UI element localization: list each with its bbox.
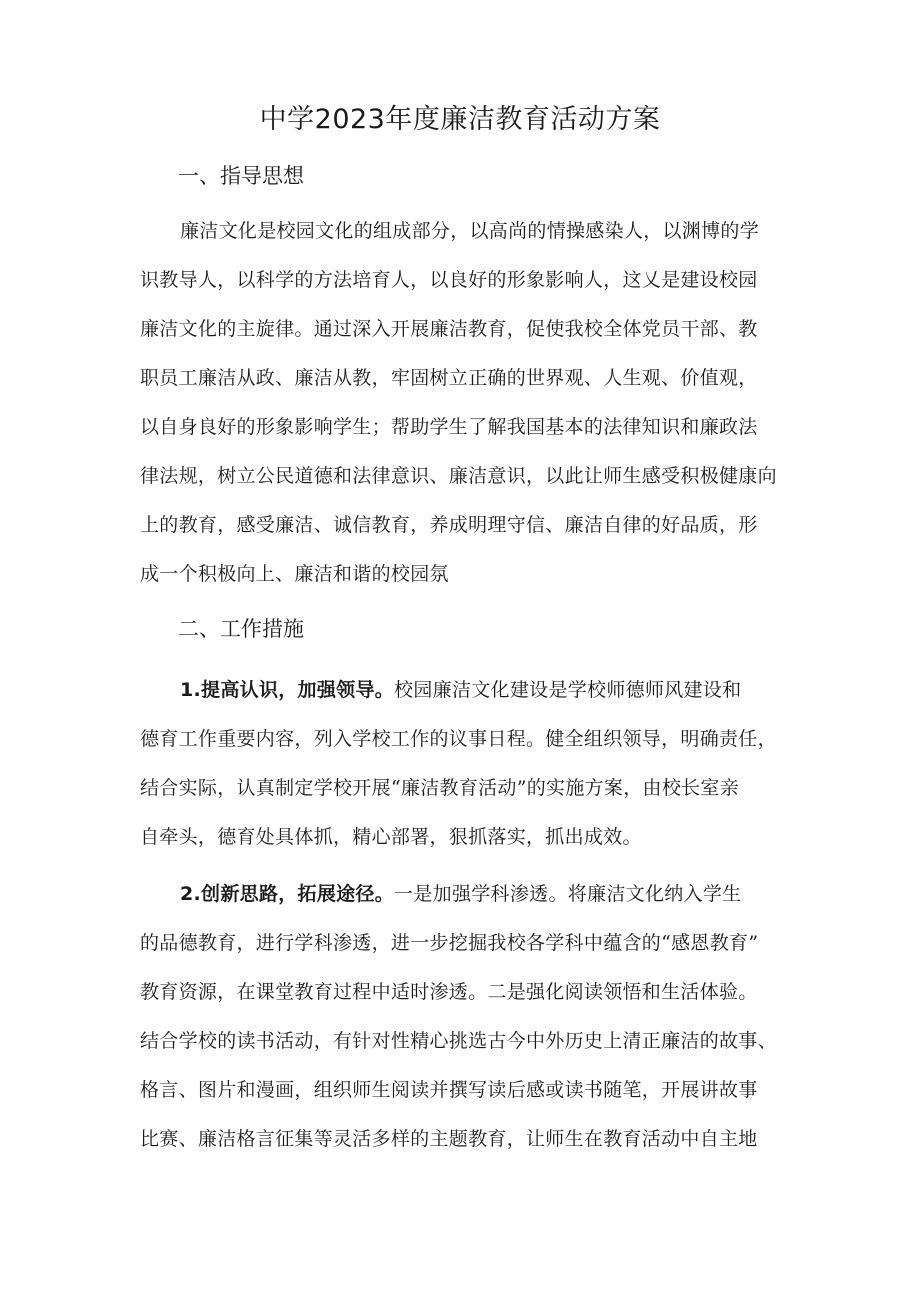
- paragraph-line: 格言、图片和漫画，组织师生阅读并撰写读后感或读书随笔，开展讲故事: [140, 1079, 758, 1101]
- paragraph-line: 以自身良好的形象影响学生；帮助学生了解我国基本的法律知识和廉政法: [140, 416, 758, 438]
- paragraph-line: 上的教育，感受廉洁、诚信教育，养成明理守信、廉洁自律的好品质，形: [140, 514, 758, 536]
- paragraph-line: 廉洁文化是校园文化的组成部分，以高尚的情操感染人，以渊博的学: [180, 220, 760, 242]
- paragraph-line: 结合学校的读书活动，有针对性精心挑选古今中外历史上清正廉洁的故事、: [140, 1030, 777, 1052]
- paragraph-line: 成一个积极向上、廉洁和谐的校园氛: [140, 563, 449, 585]
- paragraph-line: 德育工作重要内容，列入学校工作的议事日程。健全组织领导，明确责任，: [140, 728, 777, 750]
- paragraph-line: 廉洁文化的主旋律。通过深入开展廉洁教育，促使我校全体党员干部、教: [140, 318, 758, 340]
- paragraph-line: 比赛、廉洁格言征集等灵活多样的主题教育，让师生在教育活动中自主地: [140, 1128, 758, 1150]
- paragraph-line: 自牵头，德育处具体抓，精心部署，狠抓落实，抓出成效。: [140, 826, 642, 848]
- document-title: 中学2023年度廉洁教育活动方案: [259, 104, 661, 135]
- section-heading-work-measures: 二、工作措施: [178, 617, 304, 641]
- paragraph-line: 的品德教育，进行学科渗透，进一步挖掘我校各学科中蕴含的“感恩教育”: [140, 932, 759, 954]
- paragraph-line: 职员工廉洁从政、廉洁从教，牢固树立正确的世界观、人生观、价值观，: [140, 367, 758, 389]
- paragraph-item-1: [140, 666, 794, 862]
- item-2-first-line: 一是加强学科渗透。将廉洁文化纳入学生: [394, 883, 742, 905]
- item-1-lead: 1.提高认识，加强领导。: [180, 679, 395, 701]
- paragraph-guiding-ideology: [140, 207, 794, 599]
- paragraph-line: 教育资源，在课堂教育过程中适时渗透。二是强化阅读领悟和生活体验。: [140, 981, 758, 1003]
- paragraph-item-2: [140, 870, 794, 1164]
- paragraph-line: [140, 666, 794, 715]
- paragraph-line: 识教导人，以科学的方法培育人，以良好的形象影响人，这乂是建设校园: [140, 269, 758, 291]
- paragraph-line: [140, 870, 794, 919]
- paragraph-line: 结合实际，认真制定学校开展“廉洁教育活动”的实施方案，由校长室亲: [140, 777, 740, 799]
- item-2-lead: 2.创新思路，拓展途径。: [180, 883, 395, 905]
- item-1-first-line: 校园廉洁文化建设是学校师德师风建设和: [394, 679, 742, 701]
- paragraph-line: 律法规，树立公民道德和法律意识、廉洁意识，以此让师生感受积极健康向: [140, 465, 777, 487]
- section-heading-guiding-ideology: 一、指导思想: [178, 164, 304, 188]
